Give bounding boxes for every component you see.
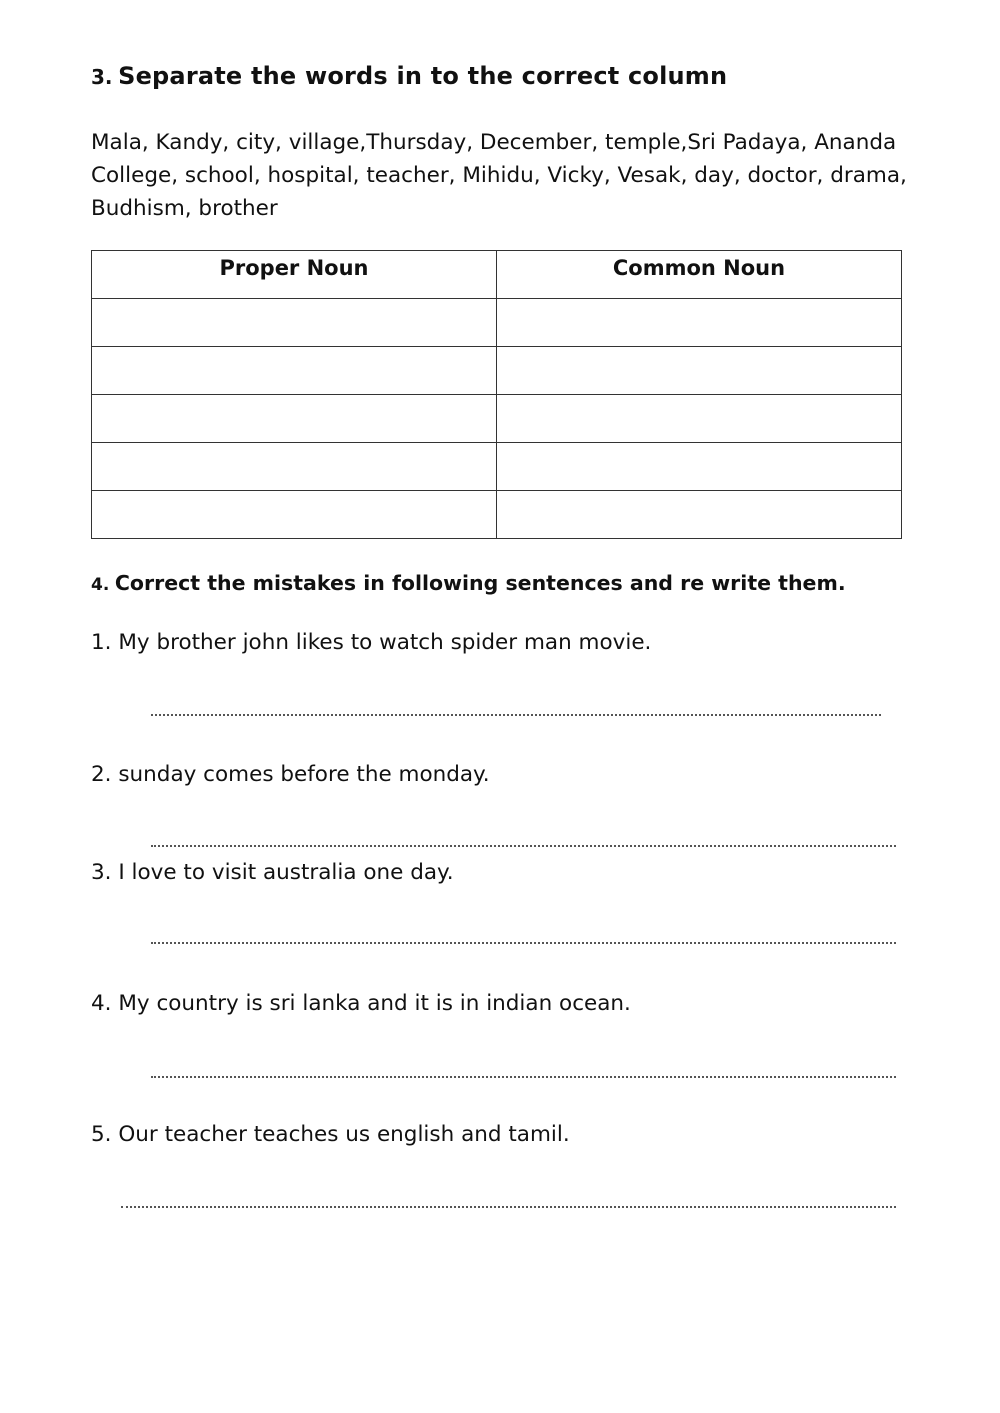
proper-noun-cell[interactable]: [92, 395, 497, 443]
common-noun-cell[interactable]: [497, 395, 902, 443]
sentence-1: 1. My brother john likes to watch spider man movie.: [91, 630, 652, 655]
question-4-number: 4.: [91, 575, 110, 595]
sentence-5: 5. Our teacher teaches us english and tamil.: [91, 1122, 570, 1147]
table-row: [92, 491, 902, 539]
table-row: [92, 347, 902, 395]
proper-noun-cell[interactable]: [92, 443, 497, 491]
answer-line-3[interactable]: [151, 942, 896, 944]
proper-noun-cell[interactable]: [92, 299, 497, 347]
table-header-row: [92, 251, 902, 299]
question-4-title: Correct the mistakes in following sentences and re write them.: [114, 571, 846, 595]
common-noun-header: Common Noun: [497, 251, 902, 299]
question-3-title: Separate the words in to the correct column: [118, 62, 728, 90]
proper-noun-cell[interactable]: [92, 347, 497, 395]
question-3-number: 3.: [91, 65, 113, 89]
sentence-4: 4. My country is sri lanka and it is in indian ocean.: [91, 991, 631, 1016]
answer-line-1[interactable]: [151, 714, 881, 716]
common-noun-cell[interactable]: [497, 347, 902, 395]
table-row: [92, 443, 902, 491]
table-row: [92, 299, 902, 347]
sentence-3: 3. I love to visit australia one day.: [91, 860, 454, 885]
proper-noun-header: Proper Noun: [92, 251, 497, 299]
question-3-heading: [91, 62, 727, 90]
word-list: Mala, Kandy, city, village,Thursday, December, temple,Sri Padaya, Ananda College, school, hospital, teacher, Mihidu, Vicky, Vesak, day, doctor, drama, Budhism, brother: [91, 130, 907, 221]
answer-line-2[interactable]: [151, 845, 896, 847]
noun-sorting-table: [91, 250, 902, 539]
common-noun-cell[interactable]: [497, 299, 902, 347]
common-noun-cell[interactable]: [497, 443, 902, 491]
answer-line-5[interactable]: [121, 1206, 896, 1208]
question-4-heading: [91, 571, 846, 595]
sentence-2: 2. sunday comes before the monday.: [91, 762, 490, 787]
common-noun-cell[interactable]: [497, 491, 902, 539]
answer-line-4[interactable]: [151, 1076, 896, 1078]
proper-noun-cell[interactable]: [92, 491, 497, 539]
table-row: [92, 395, 902, 443]
